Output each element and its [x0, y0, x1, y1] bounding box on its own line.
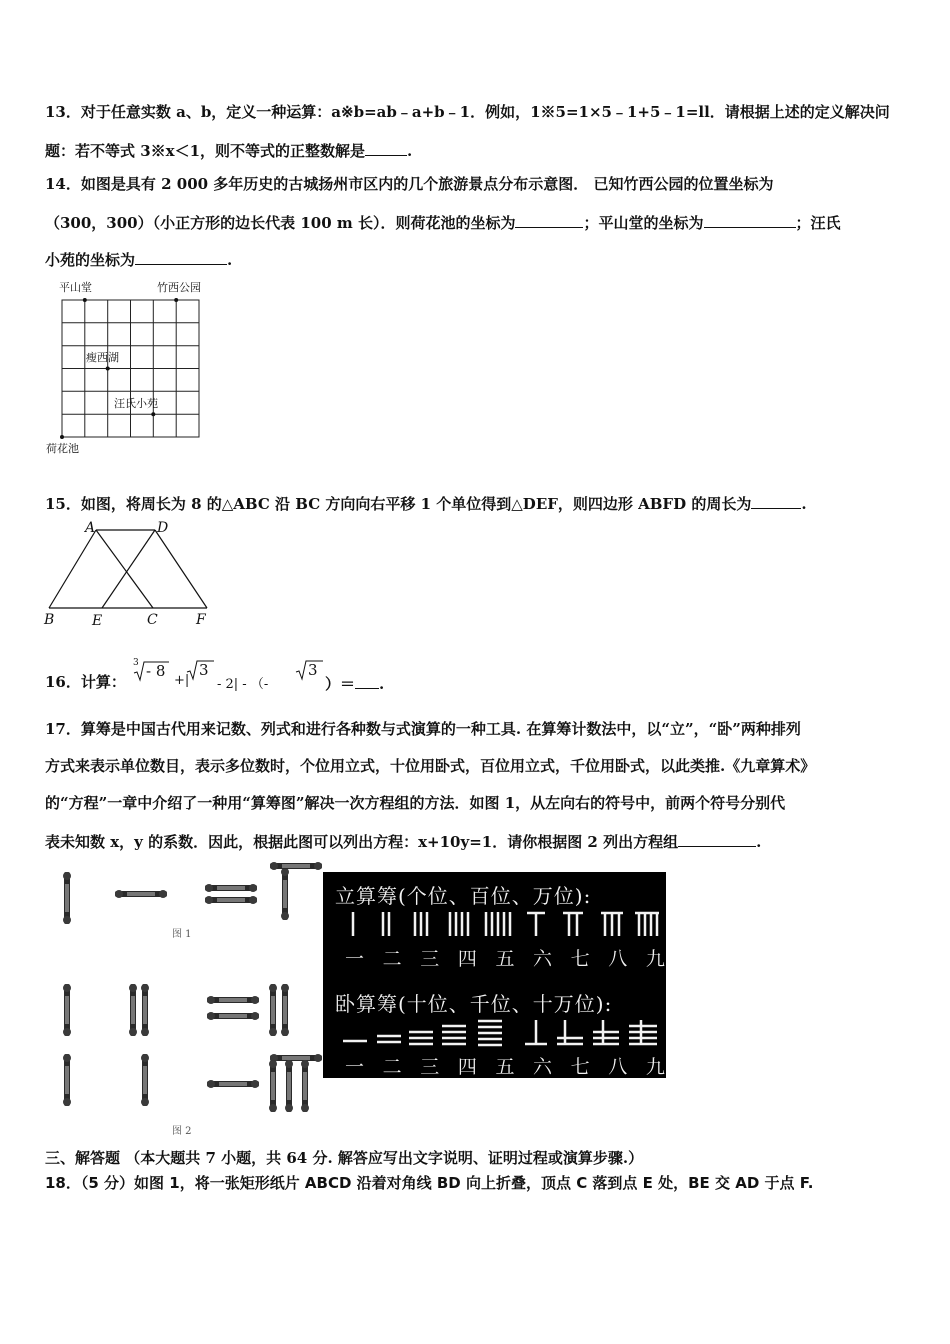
q14-text-c: ；汪氏 — [795, 214, 841, 232]
answer-blank — [135, 248, 227, 265]
q14-line2 — [45, 211, 841, 233]
q14-text-b: ；平山堂的坐标为 — [583, 214, 704, 232]
q14-end: . — [227, 251, 233, 269]
numeral-4: 四 — [457, 1056, 477, 1078]
numeral-3: 三 — [420, 948, 440, 970]
radicand-1: - 8 — [146, 662, 166, 680]
q16-part2: +| — [174, 673, 190, 688]
numeral-2: 二 — [382, 1056, 402, 1078]
q17-text: 表未知数 x，y 的系数．因此，根据此图可以列出方程：x+10y=1．请你根据图 2 列出方程组 — [45, 833, 679, 851]
q16-part4-wrap — [325, 672, 384, 694]
vertical-rods-title: 立算筹(个位、百位、万位): — [335, 884, 592, 908]
map-label-wangshi: 汪氏小苑 — [114, 397, 158, 410]
q14-line3 — [45, 248, 232, 270]
map-label-zhuxi: 竹西公园 — [157, 281, 201, 294]
point-label-a: A — [85, 520, 96, 536]
numeral-6: 六 — [533, 948, 553, 970]
point-label-c: C — [147, 612, 158, 628]
answer-blank — [704, 211, 796, 228]
q13-line1: 13．对于任意实数 a、b，定义一种运算：a※b=ab﹣a+b﹣1．例如，1※5=1×5﹣1+5﹣1=ll．请根据上述的定义解决问 — [45, 103, 890, 121]
q15-text — [45, 492, 807, 514]
numeral-7: 七 — [570, 948, 590, 970]
numeral-5: 五 — [495, 948, 515, 970]
numeral-9: 九 — [645, 948, 665, 970]
section-heading: 三、解答题 — [45, 1149, 121, 1167]
figure-2-caption: 图 2 — [172, 1126, 192, 1137]
numeral-4: 四 — [457, 948, 477, 970]
numeral-1: 一 — [345, 1056, 365, 1078]
q16-prefix: 16．计算： — [45, 673, 126, 691]
q16-part4: ）＝ — [325, 675, 356, 693]
section-note: （本大题共 7 小题，共 64 分. 解答应写出文字说明、证明过程或演算步骤.） — [125, 1149, 644, 1167]
q17-line2: 方式来表示单位数目，表示多位数时，个位用立式，十位用卧式，百位用立式，千位用卧式，以此类推.《九章算术》 — [45, 757, 816, 775]
numeral-7: 七 — [570, 1056, 590, 1078]
q14-line1: 14．如图是具有 2 000 多年历史的古城扬州市区内的几个旅游景点分布示意图． 已知竹西公园的位置坐标为 — [45, 175, 774, 193]
numeral-8: 八 — [608, 1056, 628, 1078]
q15-end: . — [801, 495, 807, 513]
section-3-header — [45, 1148, 643, 1168]
q15-question: 15．如图，将周长为 8 的△ABC 沿 BC 方向向右平移 1 个单位得到△DEF，则四边形 ABFD 的周长为 — [45, 495, 752, 513]
cube-root-index: 3 — [133, 658, 139, 668]
answer-blank — [355, 672, 379, 689]
vertical-numeral-labels — [345, 944, 665, 971]
figure-1-caption: 图 1 — [172, 929, 192, 940]
q16-part3: - 2| - （- — [217, 677, 269, 692]
point-label-f: F — [196, 612, 206, 628]
numeral-2: 二 — [382, 948, 402, 970]
q14-text-a: （300，300）（小正方形的边长代表 100 m 长）．则荷花池的坐标为 — [45, 214, 516, 232]
map-grid — [55, 295, 205, 445]
map-label-hehuachi: 荷花池 — [46, 442, 79, 455]
numeral-9: 九 — [645, 1056, 665, 1078]
q16-end: . — [379, 675, 385, 693]
point-label-e: E — [92, 613, 103, 629]
horizontal-rods-title: 卧算筹(十位、千位、十万位): — [335, 992, 613, 1016]
answer-blank — [365, 139, 407, 156]
map-label-shouxihu: 瘦西湖 — [86, 351, 119, 364]
q13-line2 — [45, 139, 412, 161]
rod-figure-drawing — [45, 862, 325, 1117]
q17-end: . — [756, 833, 762, 851]
q17-line4 — [45, 830, 761, 852]
q13-end: . — [407, 142, 413, 160]
q18-text: 18．（5 分）如图 1，将一张矩形纸片 ABCD 沿着对角线 BD 向上折叠，顶点 C 落到点 E 处，BE 交 AD 于点 F. — [45, 1174, 814, 1192]
q17-line1: 17．算筹是中国古代用来记数、列式和进行各种数与式演算的一种工具. 在算筹计数法中，以“立”，“卧”两种排列 — [45, 720, 801, 738]
map-label-pingshantang: 平山堂 — [59, 281, 92, 294]
q17-line3: 的“方程”一章中介绍了一种用“算筹图”解决一次方程组的方法．如图 1，从左向右的符号中，前两个符号分别代 — [45, 794, 786, 812]
vertical-rod-numerals — [337, 910, 662, 940]
q13-text: 题：若不等式 3※x＜1，则不等式的正整数解是 — [45, 142, 366, 160]
numeral-6: 六 — [533, 1056, 553, 1078]
answer-blank — [678, 830, 756, 847]
point-label-b: B — [44, 612, 55, 628]
radicand-3: 3 — [308, 661, 318, 679]
numeral-5: 五 — [495, 1056, 515, 1078]
triangle-diagram — [40, 520, 220, 620]
answer-blank — [515, 211, 583, 228]
rod-numeral-panel — [323, 872, 666, 1078]
q14-text-d: 小苑的坐标为 — [45, 251, 136, 269]
radicand-2: 3 — [199, 661, 209, 679]
numeral-1: 一 — [345, 948, 365, 970]
numeral-8: 八 — [608, 948, 628, 970]
point-label-d: D — [157, 520, 169, 536]
numeral-3: 三 — [420, 1056, 440, 1078]
horizontal-numeral-labels — [345, 1052, 665, 1079]
horizontal-rod-numerals — [337, 1018, 662, 1048]
answer-blank — [751, 492, 801, 509]
